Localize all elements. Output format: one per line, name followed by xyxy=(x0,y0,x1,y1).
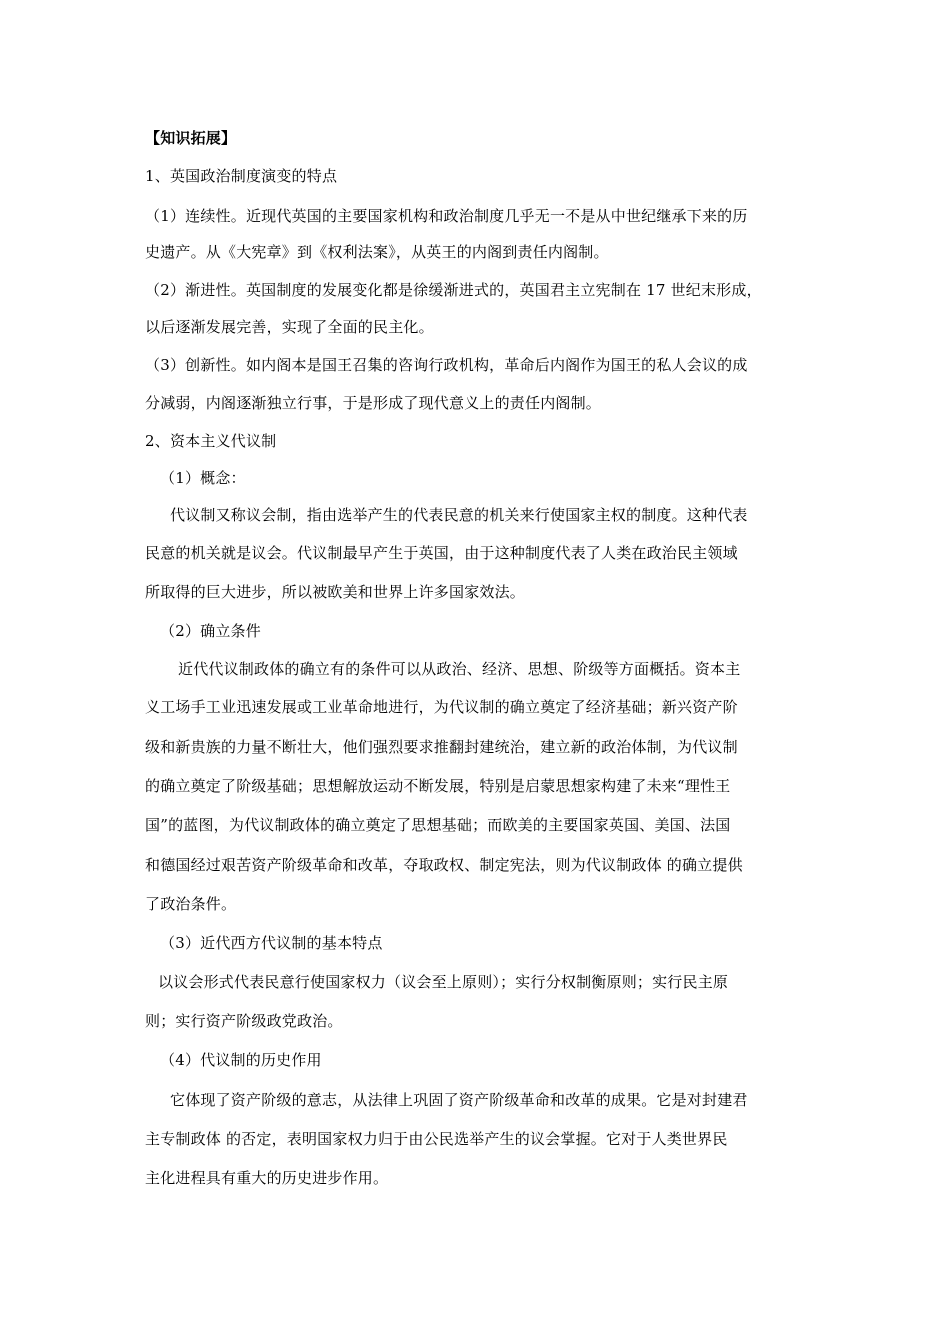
role-line2: 主专制政体 的否定，表明国家权力归于由公民选举产生的议会掌握。它对于人类世界民 xyxy=(145,1130,728,1148)
conditions-line7: 了政治条件。 xyxy=(145,895,237,913)
section1-item1-line1: （1）连续性。近现代英国的主要国家机构和政治制度几乎无一不是从中世纪继承下来的历 xyxy=(145,207,748,225)
features-line1: 以议会形式代表民意行使国家权力（议会至上原则）；实行分权制衡原则；实行民主原 xyxy=(158,973,729,991)
conditions-line3: 级和新贵族的力量不断壮大，他们强烈要求推翻封建统治，建立新的政治体制，为代议制 xyxy=(145,738,738,756)
features-line2: 则；实行资产阶级政党政治。 xyxy=(145,1012,343,1030)
concept-line2: 民意的机关就是议会。代议制最早产生于英国，由于这种制度代表了人类在政治民主领域 xyxy=(145,544,738,562)
concept-line1: 代议制又称议会制，指由选举产生的代表民意的机关来行使国家主权的制度。这种代表 xyxy=(170,506,748,524)
conditions-title: （2）确立条件 xyxy=(160,622,261,640)
features-title: （3）近代西方代议制的基本特点 xyxy=(160,934,383,952)
conditions-line1: 近代代议制政体的确立有的条件可以从政治、经济、思想、阶级等方面概括。资本主 xyxy=(178,660,741,678)
concept-title: （1）概念： xyxy=(160,469,246,487)
section1-item2-line2: 以后逐渐发展完善，实现了全面的民主化。 xyxy=(145,318,434,336)
section-heading: 【知识拓展】 xyxy=(145,129,237,147)
conditions-line4: 的确立奠定了阶级基础；思想解放运动不断发展，特别是启蒙思想家构建了未来“理性王 xyxy=(145,777,731,795)
section1-item1-line2: 史遗产。从《大宪章》到《权利法案》，从英王的内阁到责任内阁制。 xyxy=(145,243,609,261)
role-title: （4）代议制的历史作用 xyxy=(160,1051,322,1069)
conditions-line6: 和德国经过艰苦资产阶级革命和改革，夺取政权、制定宪法，则为代议制政体 的确立提供 xyxy=(145,856,743,874)
section1-title: 1、英国政治制度演变的特点 xyxy=(145,167,338,185)
concept-line3: 所取得的巨大进步，所以被欧美和世界上许多国家效法。 xyxy=(145,583,526,601)
section2-title: 2、资本主义代议制 xyxy=(145,432,277,450)
section1-item3-line2: 分减弱，内阁逐渐独立行事，于是形成了现代意义上的责任内阁制。 xyxy=(145,394,602,412)
conditions-line2: 义工场手工业迅速发展或工业革命地进行，为代议制的确立奠定了经济基础；新兴资产阶 xyxy=(145,698,738,716)
section1-item2-line1: （2）渐进性。英国制度的发展变化都是徐缓渐进式的，英国君主立宪制在 17 世纪末形成， xyxy=(145,281,762,299)
role-line1: 它体现了资产阶级的意志，从法律上巩固了资产阶级革命和改革的成果。它是对封建君 xyxy=(170,1091,748,1109)
conditions-line5: 国”的蓝图，为代议制政体的确立奠定了思想基础；而欧美的主要国家英国、美国、法国 xyxy=(145,816,731,834)
role-line3: 主化进程具有重大的历史进步作用。 xyxy=(145,1169,389,1187)
section1-item3-line1: （3）创新性。如内阁本是国王召集的咨询行政机构，革命后内阁作为国王的私人会议的成 xyxy=(145,356,748,374)
